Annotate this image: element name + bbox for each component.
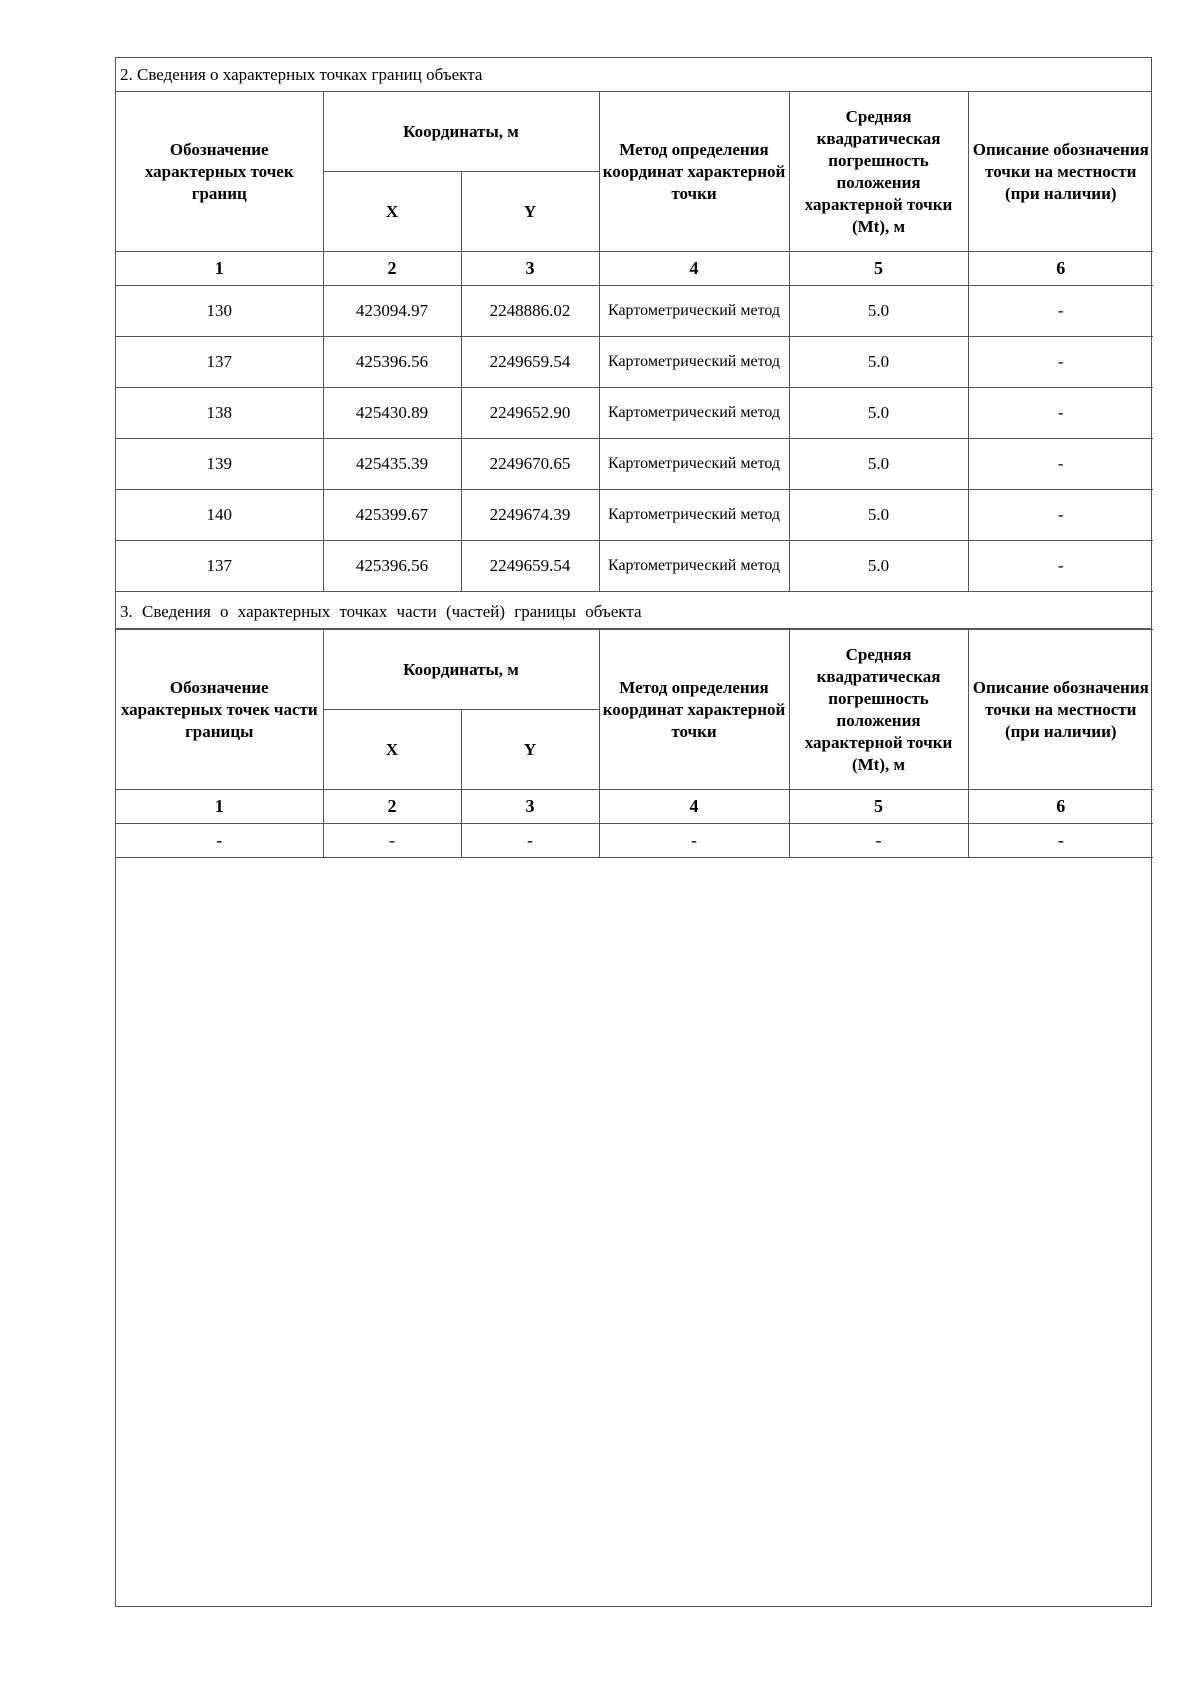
cell-error: 5.0 xyxy=(789,439,968,490)
cell-x: 425430.89 xyxy=(323,388,461,439)
section-2-title: 2. Сведения о характерных точках границ объекта xyxy=(116,58,1151,92)
boundary-points-table xyxy=(116,92,1153,592)
cell-y: 2249670.65 xyxy=(461,439,599,490)
section-3-part-boundary-points xyxy=(116,595,1151,858)
table-row xyxy=(116,337,1153,388)
cell-error: 5.0 xyxy=(789,388,968,439)
cell-x: 425399.67 xyxy=(323,490,461,541)
header-method: Метод определения координат характерной точки xyxy=(599,630,789,790)
header-coordinates: Координаты, м xyxy=(323,92,599,172)
cell-point: 137 xyxy=(116,541,323,592)
column-number: 6 xyxy=(968,252,1153,286)
column-number: 4 xyxy=(599,252,789,286)
cell-y: 2249659.54 xyxy=(461,541,599,592)
cell-error: 5.0 xyxy=(789,337,968,388)
column-number: 5 xyxy=(789,252,968,286)
column-numbers-row xyxy=(116,790,1153,824)
cell-x: - xyxy=(323,824,461,858)
column-number: 5 xyxy=(789,790,968,824)
cell-error: 5.0 xyxy=(789,490,968,541)
cell-point: 130 xyxy=(116,286,323,337)
cell-y: 2248886.02 xyxy=(461,286,599,337)
column-number: 1 xyxy=(116,790,323,824)
column-number: 4 xyxy=(599,790,789,824)
document-page xyxy=(115,57,1152,1607)
section-2-boundary-points xyxy=(116,58,1151,592)
cell-description: - xyxy=(968,337,1153,388)
header-x: X xyxy=(323,172,461,252)
column-number: 6 xyxy=(968,790,1153,824)
cell-method: Картометрический метод xyxy=(599,337,789,388)
cell-method: Картометрический метод xyxy=(599,286,789,337)
cell-x: 423094.97 xyxy=(323,286,461,337)
header-description: Описание обозначения точки на местности (при наличии) xyxy=(968,92,1153,252)
cell-y: - xyxy=(461,824,599,858)
column-number: 2 xyxy=(323,790,461,824)
table-row xyxy=(116,286,1153,337)
cell-point: 137 xyxy=(116,337,323,388)
cell-y: 2249659.54 xyxy=(461,337,599,388)
cell-description: - xyxy=(968,388,1153,439)
header-coordinates: Координаты, м xyxy=(323,630,599,710)
table-row xyxy=(116,541,1153,592)
cell-method: Картометрический метод xyxy=(599,439,789,490)
cell-description: - xyxy=(968,490,1153,541)
table-row xyxy=(116,388,1153,439)
header-method: Метод определения координат характерной точки xyxy=(599,92,789,252)
cell-point: 139 xyxy=(116,439,323,490)
cell-point: 138 xyxy=(116,388,323,439)
cell-error: - xyxy=(789,824,968,858)
cell-error: 5.0 xyxy=(789,286,968,337)
cell-x: 425435.39 xyxy=(323,439,461,490)
cell-y: 2249674.39 xyxy=(461,490,599,541)
column-number: 3 xyxy=(461,790,599,824)
cell-x: 425396.56 xyxy=(323,541,461,592)
column-number: 3 xyxy=(461,252,599,286)
cell-method: Картометрический метод xyxy=(599,490,789,541)
column-number: 2 xyxy=(323,252,461,286)
cell-description: - xyxy=(968,824,1153,858)
column-number: 1 xyxy=(116,252,323,286)
cell-description: - xyxy=(968,541,1153,592)
header-designation: Обозначение характерных точек границ xyxy=(116,92,323,252)
header-error: Средняя квадратическая погрешность положения характерной точки (Mt), м xyxy=(789,92,968,252)
cell-x: 425396.56 xyxy=(323,337,461,388)
part-boundary-points-table xyxy=(116,629,1153,858)
cell-method: - xyxy=(599,824,789,858)
header-description: Описание обозначения точки на местности (при наличии) xyxy=(968,630,1153,790)
column-numbers-row xyxy=(116,252,1153,286)
cell-error: 5.0 xyxy=(789,541,968,592)
cell-point: - xyxy=(116,824,323,858)
cell-description: - xyxy=(968,439,1153,490)
header-designation: Обозначение характерных точек части границы xyxy=(116,630,323,790)
header-x: X xyxy=(323,710,461,790)
table-row xyxy=(116,824,1153,858)
cell-method: Картометрический метод xyxy=(599,388,789,439)
section-3-title: 3. Сведения о характерных точках части (частей) границы объекта xyxy=(116,595,1151,629)
table-row xyxy=(116,439,1153,490)
cell-point: 140 xyxy=(116,490,323,541)
table-row xyxy=(116,490,1153,541)
header-error: Средняя квадратическая погрешность положения характерной точки (Mt), м xyxy=(789,630,968,790)
cell-y: 2249652.90 xyxy=(461,388,599,439)
cell-method: Картометрический метод xyxy=(599,541,789,592)
cell-description: - xyxy=(968,286,1153,337)
header-y: Y xyxy=(461,710,599,790)
header-y: Y xyxy=(461,172,599,252)
